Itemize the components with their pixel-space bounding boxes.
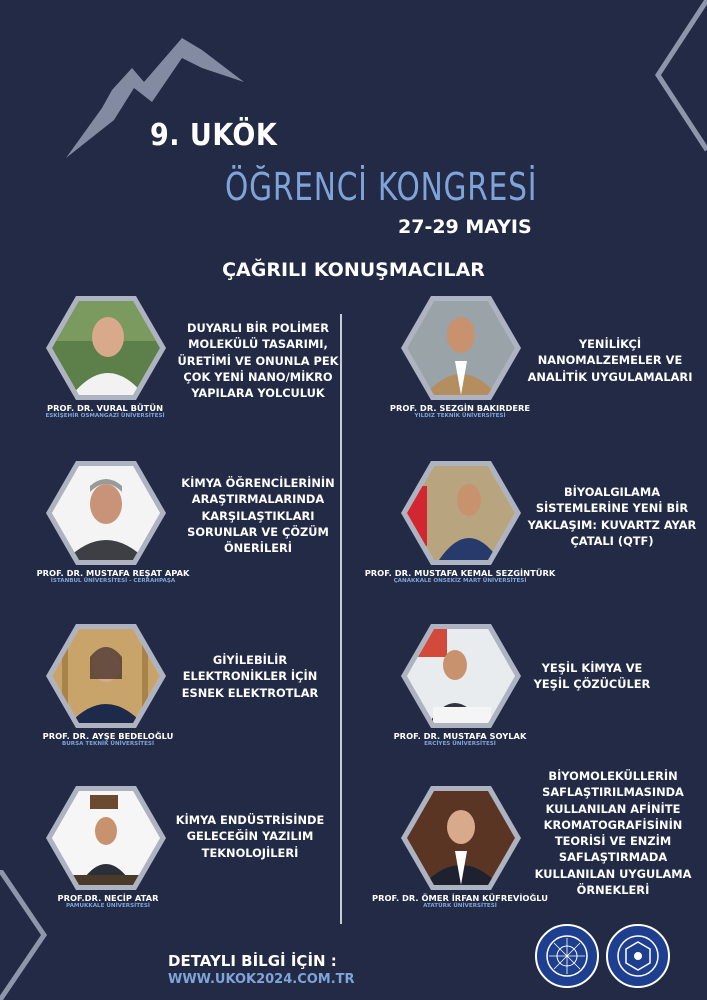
speaker-name: PROF.DR. NECİP ATAR: [57, 893, 159, 903]
speaker-university: YILDIZ TEKNİK ÜNİVERSİTESİ: [414, 413, 506, 419]
speaker-university: ERCİYES ÜNİVERSİTESİ: [424, 741, 496, 747]
event-title: ÖĞRENCİ KONGRESİ: [225, 165, 538, 209]
speakers-heading: ÇAĞRILI KONUŞMACILAR: [222, 259, 485, 281]
speaker-topic: KİMYA ÖĞRENCİLERİNİN ARAŞTIRMALARINDA KARŞILAŞTIKLARI SORUNLAR VE ÇÖZÜM ÖNERİLERİ: [181, 476, 335, 556]
event-edition: 9. UKÖK: [150, 118, 278, 153]
speaker-university: ESKİŞEHİR OSMANGAZİ ÜNİVERSİTESİ: [45, 413, 165, 419]
speaker-photo: [52, 301, 160, 395]
speaker-topic: YENİLİKÇİ NANOMALZEMELER VE ANALİTİK UYGULAMALARI: [527, 337, 693, 384]
speaker-name: PROF. DR. ÖMER İRFAN KÜFREVİOĞLU: [371, 893, 549, 903]
speaker-name: PROF. DR. MUSTAFA KEMAL SEZGİNTÜRK: [364, 568, 556, 578]
speaker-university: PAMUKKALE ÜNİVERSİTESİ: [66, 903, 150, 909]
speaker-name: PROF. DR. MUSTAFA SOYLAK: [393, 731, 527, 741]
speaker-photo-frame: [46, 786, 166, 890]
event-dates: 27-29 MAYIS: [398, 216, 532, 238]
speaker-university: ÇANAKKALE ONSEKİZ MART ÜNİVERSİTESİ: [393, 578, 527, 584]
speaker-topic: YEŞİL KİMYA VE YEŞİL ÇÖZÜCÜLER: [533, 661, 651, 692]
speaker-university: BURSA TEKNİK ÜNİVERSİTESİ: [61, 741, 155, 747]
speaker-name: PROF. DR. AYŞE BEDELOĞLU: [42, 731, 174, 741]
speaker-photo: [52, 629, 160, 723]
corner-chevron-top-right: [650, 0, 707, 160]
corner-chevron-bottom-left: [0, 870, 50, 1000]
speaker-topic: DUYARLI BİR POLİMER MOLEKÜLÜ TASARIMI, ÜRETİMİ VE ONUNLA PEK ÇOK YENİ NANO/MİKRO YAPILARA YOLCULUK: [177, 321, 339, 401]
speaker-photo-frame: [401, 296, 521, 400]
speaker-photo-frame: [401, 461, 521, 565]
speaker-name: PROF. DR. VURAL BÜTÜN: [46, 403, 164, 413]
speaker-photo-frame: [46, 461, 166, 565]
speaker-university: İSTANBUL ÜNİVERSİTESİ - CERRAHPAŞA: [50, 578, 176, 584]
chemistry-society-logo: [606, 924, 670, 988]
speaker-photo-frame: [401, 624, 521, 728]
speaker-photo: [407, 466, 515, 560]
speaker-photo: [52, 791, 160, 885]
speaker-photo: [407, 629, 515, 723]
university-seal-logo: [535, 924, 599, 988]
speaker-topic: BİYOMOLEKÜLLERİN SAFLAŞTIRILMASINDA KULLANILAN AFİNİTE KROMATOGRAFİSİNİN TEORİSİ VE ENZİM SAFLAŞTIRMADA KULLANILAN UYGULAMA ÖRNEKLERİ: [534, 769, 692, 898]
speaker-topic: BİYOALGILAMA SİSTEMLERİNE YENİ BİR YAKLAŞIM: KUVARTZ AYAR ÇATALI (QTF): [527, 485, 697, 548]
website-link[interactable]: WWW.UKOK2024.COM.TR: [168, 972, 355, 987]
speaker-photo-frame: [46, 624, 166, 728]
info-label: DETAYLI BİLGİ İÇİN :: [168, 952, 337, 970]
speaker-name: PROF. DR. SEZGİN BAKIRDERE: [389, 403, 531, 413]
speaker-name: PROF. DR. MUSTAFA REŞAT APAK: [36, 568, 190, 578]
speaker-photo-frame: [401, 786, 521, 890]
speaker-photo-frame: [46, 296, 166, 400]
speaker-photo: [407, 301, 515, 395]
speaker-photo: [52, 466, 160, 560]
speaker-topic: KİMYA ENDÜSTRİSİNDE GELECEĞİN YAZILIM TEKNOLOJİLERİ: [175, 813, 325, 860]
speaker-photo: [407, 791, 515, 885]
column-divider: [340, 314, 342, 924]
speaker-university: ATATÜRK ÜNİVERSİTESİ: [423, 903, 497, 909]
speaker-topic: GİYİLEBİLİR ELEKTRONİKLER İÇİN ESNEK ELEKTROTLAR: [181, 653, 319, 700]
